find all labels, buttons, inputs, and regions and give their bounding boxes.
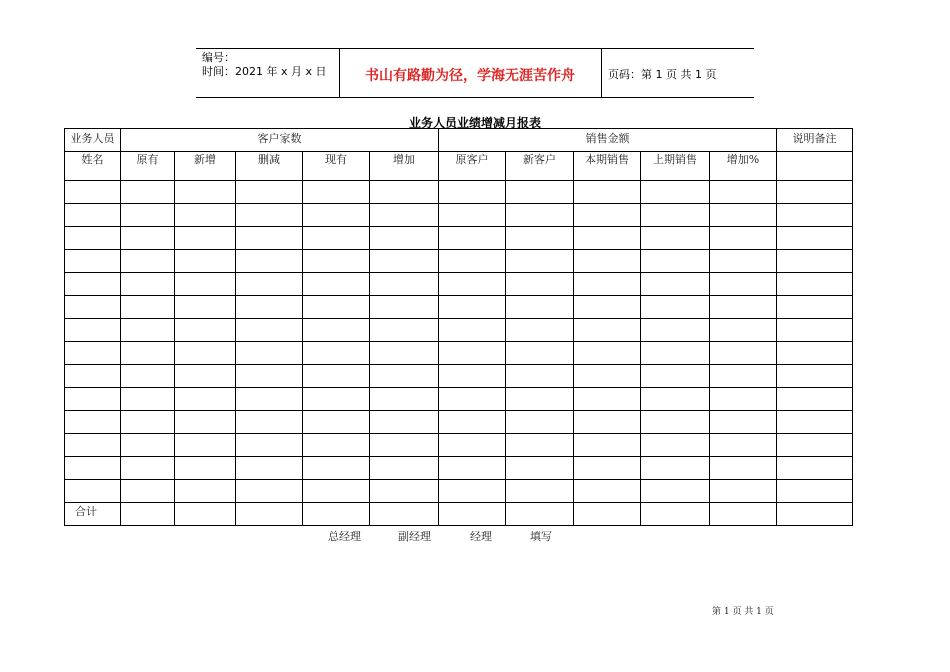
table-cell <box>370 181 439 204</box>
table-cell <box>641 342 710 365</box>
table-cell <box>777 365 853 388</box>
table-row <box>65 411 853 434</box>
table-cell <box>236 273 303 296</box>
table-cell <box>710 181 777 204</box>
salesperson-header: 业务人员 <box>65 129 121 152</box>
col-header: 原客户 <box>439 152 506 181</box>
table-cell <box>641 411 710 434</box>
table-cell <box>710 388 777 411</box>
col-header: 增加 <box>370 152 439 181</box>
table-cell <box>303 388 370 411</box>
page-code: 页码：第 1 页 共 1 页 <box>608 68 717 81</box>
table-cell <box>121 457 175 480</box>
table-cell <box>121 296 175 319</box>
signature-manager: 经理 <box>470 530 492 543</box>
table-cell <box>777 204 853 227</box>
col-header: 本期销售 <box>574 152 641 181</box>
sales-header: 销售金额 <box>439 129 777 152</box>
table-cell <box>303 250 370 273</box>
table-cell <box>439 411 506 434</box>
table-cell <box>574 388 641 411</box>
table-row <box>65 342 853 365</box>
table-cell <box>175 480 236 503</box>
table-cell <box>710 273 777 296</box>
table-cell <box>777 388 853 411</box>
table-cell <box>121 480 175 503</box>
table-cell <box>236 227 303 250</box>
table-cell <box>175 365 236 388</box>
table-cell <box>236 204 303 227</box>
total-cell <box>303 503 370 526</box>
table-cell <box>641 319 710 342</box>
table-cell <box>710 204 777 227</box>
report-table <box>64 128 853 526</box>
table-cell <box>65 250 121 273</box>
table-cell <box>303 457 370 480</box>
table-cell <box>370 480 439 503</box>
table-cell <box>439 250 506 273</box>
table-cell <box>370 388 439 411</box>
table-cell <box>641 296 710 319</box>
table-cell <box>506 273 574 296</box>
table-cell <box>370 273 439 296</box>
col-header: 新增 <box>175 152 236 181</box>
table-cell <box>370 342 439 365</box>
table-cell <box>370 411 439 434</box>
table-cell <box>65 181 121 204</box>
table-row <box>65 273 853 296</box>
table-cell <box>777 342 853 365</box>
table-cell <box>506 250 574 273</box>
table-cell <box>175 411 236 434</box>
table-cell <box>439 204 506 227</box>
total-label: 合计 <box>65 503 121 526</box>
table-cell <box>777 227 853 250</box>
table-cell <box>710 250 777 273</box>
table-cell <box>175 319 236 342</box>
header-divider <box>601 49 602 97</box>
table-cell <box>439 181 506 204</box>
sub-header-row <box>65 152 853 181</box>
total-cell <box>574 503 641 526</box>
time-label: 时间：2021 年 x 月 x 日 <box>202 65 327 78</box>
table-cell <box>121 411 175 434</box>
table-cell <box>710 365 777 388</box>
col-header: 上期销售 <box>641 152 710 181</box>
table-cell <box>439 434 506 457</box>
table-row <box>65 204 853 227</box>
table-cell <box>574 273 641 296</box>
table-cell <box>65 273 121 296</box>
table-cell <box>303 480 370 503</box>
name-header-label: 姓名 <box>81 153 104 166</box>
table-cell <box>439 457 506 480</box>
page-footer: 第 1 页 共 1 页 <box>712 607 774 617</box>
table-cell <box>236 250 303 273</box>
table-cell <box>175 434 236 457</box>
table-cell <box>121 434 175 457</box>
motto-text: 书山有路勤为径，学海无涯苦作舟 <box>365 68 575 84</box>
table-cell <box>236 457 303 480</box>
table-cell <box>574 342 641 365</box>
table-cell <box>439 227 506 250</box>
table-cell <box>303 342 370 365</box>
table-cell <box>506 411 574 434</box>
table-cell <box>121 388 175 411</box>
table-cell <box>303 411 370 434</box>
table-cell <box>506 434 574 457</box>
col-header: 删减 <box>236 152 303 181</box>
total-cell <box>236 503 303 526</box>
signature-general-manager: 总经理 <box>328 530 361 543</box>
table-cell <box>574 296 641 319</box>
table-cell <box>506 227 574 250</box>
table-cell <box>370 204 439 227</box>
group-header-row <box>65 129 853 152</box>
table-cell <box>574 204 641 227</box>
table-cell <box>574 227 641 250</box>
table-cell <box>777 480 853 503</box>
table-cell <box>65 365 121 388</box>
table-cell <box>506 388 574 411</box>
table-cell <box>175 273 236 296</box>
table-cell <box>175 342 236 365</box>
table-cell <box>506 365 574 388</box>
total-cell <box>175 503 236 526</box>
table-cell <box>641 365 710 388</box>
signature-deputy-manager: 副经理 <box>398 530 431 543</box>
table-cell <box>641 457 710 480</box>
table-cell <box>574 181 641 204</box>
remarks-header: 说明备注 <box>777 129 853 152</box>
total-cell <box>370 503 439 526</box>
table-cell <box>506 480 574 503</box>
table-cell <box>439 388 506 411</box>
table-cell <box>777 296 853 319</box>
table-cell <box>65 319 121 342</box>
table-cell <box>710 480 777 503</box>
table-cell <box>303 273 370 296</box>
table-cell <box>236 480 303 503</box>
table-row <box>65 181 853 204</box>
table-cell <box>777 434 853 457</box>
table-cell <box>303 365 370 388</box>
table-cell <box>370 296 439 319</box>
table-cell <box>439 365 506 388</box>
table-cell <box>506 319 574 342</box>
number-label: 编号： <box>202 51 235 64</box>
table-cell <box>439 296 506 319</box>
table-cell <box>65 457 121 480</box>
table-cell <box>710 342 777 365</box>
table-row <box>65 457 853 480</box>
report-title: 业务人员业绩增减月报表 <box>408 116 541 130</box>
table-cell <box>506 181 574 204</box>
table-cell <box>370 434 439 457</box>
table-cell <box>370 227 439 250</box>
table-cell <box>574 457 641 480</box>
table-cell <box>65 296 121 319</box>
table-row <box>65 296 853 319</box>
table-cell <box>777 457 853 480</box>
table-cell <box>641 273 710 296</box>
table-cell <box>574 319 641 342</box>
table-cell <box>777 273 853 296</box>
total-cell <box>710 503 777 526</box>
col-header: 现有 <box>303 152 370 181</box>
table-cell <box>175 227 236 250</box>
table-cell <box>439 319 506 342</box>
table-cell <box>236 319 303 342</box>
table-row <box>65 388 853 411</box>
table-cell <box>439 273 506 296</box>
table-cell <box>175 204 236 227</box>
table-cell <box>506 342 574 365</box>
table-cell <box>236 411 303 434</box>
total-cell <box>121 503 175 526</box>
table-cell <box>710 457 777 480</box>
table-cell <box>65 434 121 457</box>
table-cell <box>236 434 303 457</box>
table-cell <box>777 411 853 434</box>
table-cell <box>370 365 439 388</box>
table-cell <box>175 388 236 411</box>
table-cell <box>574 411 641 434</box>
table-cell <box>641 250 710 273</box>
table-cell <box>777 319 853 342</box>
table-cell <box>121 250 175 273</box>
table-cell <box>175 296 236 319</box>
table-cell <box>65 227 121 250</box>
total-cell <box>439 503 506 526</box>
table-cell <box>641 181 710 204</box>
table-cell <box>303 204 370 227</box>
table-cell <box>65 388 121 411</box>
table-cell <box>710 296 777 319</box>
data-rows <box>65 181 853 503</box>
table-cell <box>370 457 439 480</box>
table-cell <box>65 204 121 227</box>
table-cell <box>236 388 303 411</box>
table-cell <box>121 181 175 204</box>
table-cell <box>710 434 777 457</box>
table-cell <box>710 411 777 434</box>
table-cell <box>439 480 506 503</box>
table-cell <box>641 204 710 227</box>
table-row <box>65 227 853 250</box>
table-cell <box>121 273 175 296</box>
table-cell <box>303 181 370 204</box>
table-cell <box>506 457 574 480</box>
table-cell <box>121 204 175 227</box>
customers-header: 客户家数 <box>121 129 439 152</box>
table-cell <box>641 434 710 457</box>
table-cell <box>121 227 175 250</box>
signature-filled-by: 填写 <box>530 530 552 543</box>
table-cell <box>370 319 439 342</box>
table-cell <box>574 365 641 388</box>
header-info <box>202 51 327 79</box>
table-cell <box>710 319 777 342</box>
table-cell <box>574 434 641 457</box>
name-header <box>65 152 121 181</box>
table-cell <box>236 181 303 204</box>
table-cell <box>710 227 777 250</box>
table-cell <box>236 296 303 319</box>
document-header <box>196 48 754 98</box>
table-cell <box>506 296 574 319</box>
table-cell <box>777 250 853 273</box>
table-cell <box>175 250 236 273</box>
table-cell <box>121 319 175 342</box>
col-header: 原有 <box>121 152 175 181</box>
col-header: 增加% <box>710 152 777 181</box>
table-cell <box>370 250 439 273</box>
table-cell <box>574 480 641 503</box>
table-cell <box>777 181 853 204</box>
total-cell <box>641 503 710 526</box>
table-cell <box>303 434 370 457</box>
total-row <box>65 503 853 526</box>
table-row <box>65 480 853 503</box>
table-cell <box>236 342 303 365</box>
table-row <box>65 319 853 342</box>
col-header-empty <box>777 152 853 181</box>
table-cell <box>65 480 121 503</box>
table-cell <box>121 365 175 388</box>
table-cell <box>574 250 641 273</box>
table-cell <box>175 181 236 204</box>
table-cell <box>641 480 710 503</box>
table-cell <box>175 457 236 480</box>
table-cell <box>303 296 370 319</box>
total-cell <box>777 503 853 526</box>
table-cell <box>65 342 121 365</box>
table-cell <box>303 227 370 250</box>
table-row <box>65 434 853 457</box>
col-header: 新客户 <box>506 152 574 181</box>
table-cell <box>303 319 370 342</box>
table-cell <box>439 342 506 365</box>
table-cell <box>506 204 574 227</box>
table-cell <box>65 411 121 434</box>
total-cell <box>506 503 574 526</box>
table-cell <box>236 365 303 388</box>
table-row <box>65 250 853 273</box>
table-row <box>65 365 853 388</box>
table-cell <box>641 227 710 250</box>
table-cell <box>121 342 175 365</box>
table-cell <box>641 388 710 411</box>
